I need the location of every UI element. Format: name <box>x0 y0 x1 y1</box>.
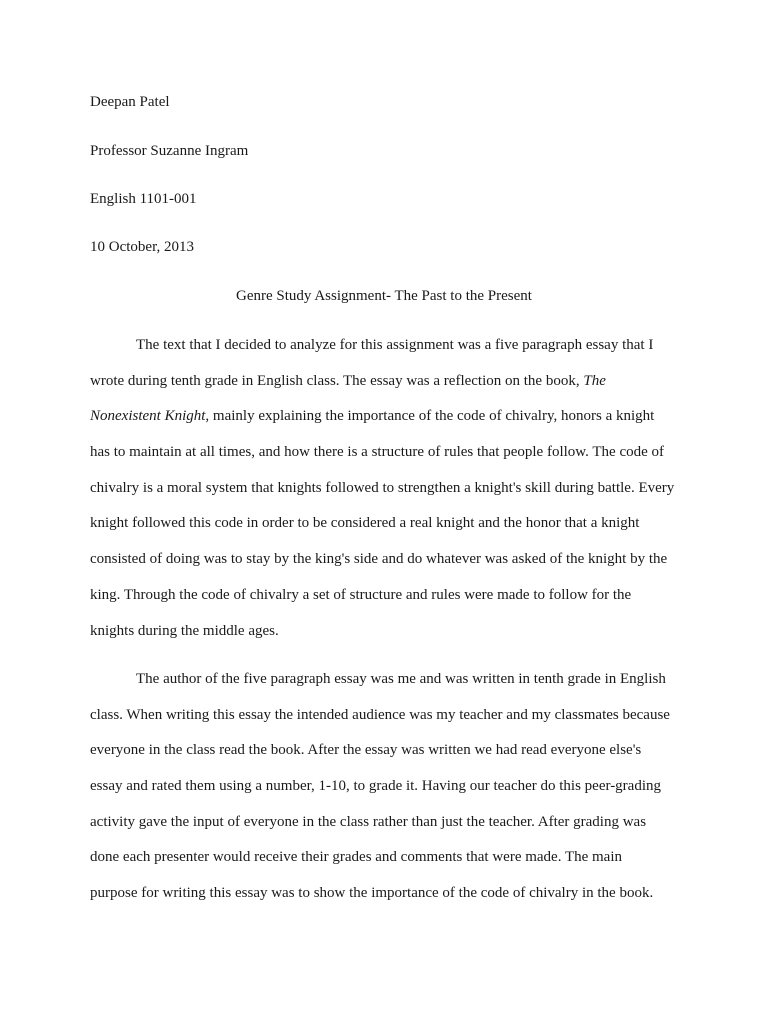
submission-date: 10 October, 2013 <box>90 239 194 255</box>
line-text: The author of the five paragraph essay was me and was written in tenth grade in English <box>136 671 666 687</box>
essay-title: Genre Study Assignment- The Past to the Present <box>236 288 532 304</box>
line-text: knight followed this code in order to be considered a real knight and the honor that a knight <box>90 515 640 532</box>
line-text: consisted of doing was to stay by the king's side and do whatever was asked of the knight by the <box>90 551 668 568</box>
paragraph-line <box>90 578 677 614</box>
paragraph-line <box>90 328 677 364</box>
paragraph-line <box>90 435 677 471</box>
line-text: essay and rated them using a number, 1-10, to grade it. Having our teacher do this peer-grading <box>90 778 662 795</box>
line-text: purpose for writing this essay was to show the importance of the code of chivalry in the book. <box>90 885 654 902</box>
paragraph-line <box>90 733 677 769</box>
paragraph-line <box>90 399 677 435</box>
line-text: king. Through the code of chivalry a set of structure and rules were made to follow for the <box>90 586 632 603</box>
paragraph-line <box>90 840 677 876</box>
author-name: Deepan Patel <box>90 94 170 110</box>
paragraph-line <box>90 506 677 542</box>
paragraph-line <box>90 662 677 698</box>
book-title-text: Nonexistent Knight <box>90 408 206 425</box>
course-code: English 1101-001 <box>90 191 197 207</box>
professor-name: Professor Suzanne Ingram <box>90 143 249 159</box>
paragraph-line <box>90 364 677 400</box>
line-text: knights during the middle ages. <box>90 622 279 639</box>
book-title-text: The <box>583 372 606 389</box>
paragraph-line <box>90 769 677 805</box>
line-text: activity gave the input of everyone in the class rather than just the teacher. After grading was <box>90 813 647 830</box>
body-paragraph-2 <box>90 662 677 912</box>
paragraph-line <box>90 471 677 507</box>
body-paragraph-1 <box>90 328 677 649</box>
line-text: chivalry is a moral system that knights followed to strengthen a knight's skill during battle. Every <box>90 479 675 496</box>
line-text: , mainly explaining the importance of the code of chivalry, honors a knight <box>205 408 655 425</box>
line-text: wrote during tenth grade in English class. The essay was a reflection on the book, <box>90 372 584 389</box>
line-text: done each presenter would receive their grades and comments that were made. The main <box>90 849 623 866</box>
line-text: class. When writing this essay the intended audience was my teacher and my classmates because <box>90 706 670 723</box>
paragraph-line <box>90 698 677 734</box>
line-text: everyone in the class read the book. After the essay was written we had read everyone else's <box>90 742 642 759</box>
line-text: The text that I decided to analyze for this assignment was a five paragraph essay that I <box>136 337 654 353</box>
paragraph-line <box>90 876 677 912</box>
line-text: has to maintain at all times, and how there is a structure of rules that people follow. The code of <box>90 444 664 461</box>
paragraph-line <box>90 805 677 841</box>
paragraph-line <box>90 542 677 578</box>
paragraph-line <box>90 614 677 650</box>
